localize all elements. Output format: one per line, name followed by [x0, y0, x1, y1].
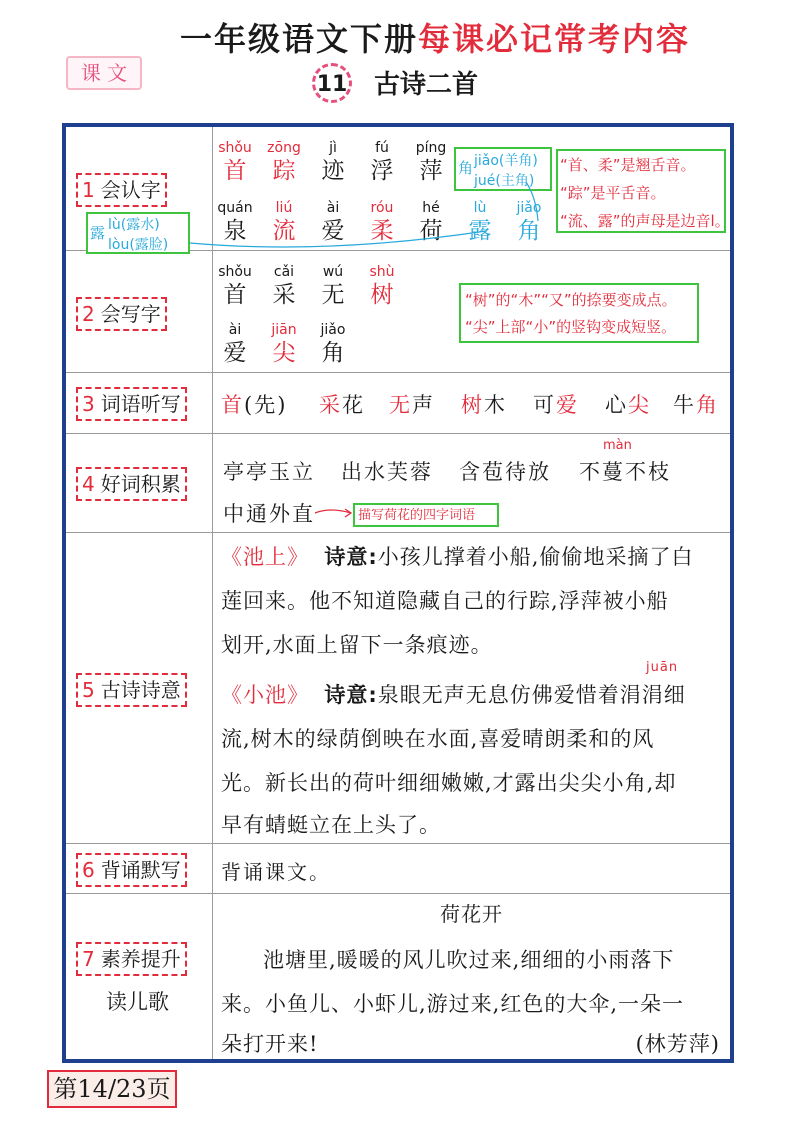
- label-cell: [66, 533, 213, 843]
- note-line: “踪”是平舌音。: [560, 184, 666, 202]
- poem-title: 《小池》: [221, 683, 309, 707]
- title-grade: 一年级语文下册: [180, 20, 419, 58]
- header-title: [180, 14, 690, 60]
- dictation-words: [213, 373, 730, 433]
- label-cell: [66, 434, 213, 532]
- char-cell: [207, 263, 263, 309]
- section-label: 6 背诵默写: [76, 853, 187, 887]
- character: 踪: [272, 158, 296, 184]
- char-cell: [354, 263, 410, 309]
- lesson-title: 古诗二首: [374, 70, 479, 100]
- row-recognize: [66, 127, 730, 251]
- vocabulary-content: [213, 434, 730, 532]
- title-subtitle: 每课必记常考内容: [418, 20, 691, 58]
- poem-line: 《小池》 诗意:泉眼无声无息仿佛爱惜着涓涓细: [221, 683, 686, 707]
- phrase: 中通外直: [223, 502, 315, 526]
- dictation-word: 可爱: [533, 393, 579, 417]
- polyphone-reading: jué(主角): [474, 173, 535, 189]
- phrase: 不蔓不枝: [579, 460, 671, 484]
- poem-meaning-content: [213, 533, 730, 843]
- character: 浮: [370, 158, 394, 184]
- pinyin: ài: [228, 322, 242, 338]
- phrase: 亭亭玉立: [223, 460, 315, 484]
- section-label: 3 词语听写: [76, 387, 187, 421]
- pinyin: cǎi: [273, 264, 295, 280]
- rhyme-title: 荷花开: [440, 902, 503, 926]
- pinyin: shǒu: [218, 140, 252, 156]
- label-cell: [66, 251, 213, 372]
- section-sublabel: 读儿歌: [106, 990, 169, 1014]
- character: 采: [272, 282, 296, 308]
- character: 泉: [223, 218, 247, 244]
- dictation-word: 树木: [461, 393, 507, 417]
- pinyin: quán: [217, 200, 253, 216]
- rhyme-line: 池塘里,暖暖的风儿吹过来,细细的小雨落下: [263, 948, 675, 972]
- note-line: “尖”上部“小”的竖钩变成短竖。: [465, 318, 677, 336]
- character: 角: [321, 340, 345, 366]
- pinyin: jiǎo: [320, 322, 346, 338]
- poem-line: 莲回来。他不知道隐藏自己的行踪,浮萍被小船: [221, 589, 669, 613]
- character: 角: [517, 218, 541, 244]
- rhyme-line: 朵打开来!: [221, 1032, 319, 1056]
- row-literacy: [66, 894, 730, 1059]
- row-recite: [66, 844, 730, 894]
- polyphone-reading: lù(露水): [108, 217, 160, 233]
- recite-text: 背诵课文。: [221, 860, 331, 884]
- section-label: 1 会认字: [76, 173, 167, 207]
- polyphone-head: 角: [458, 159, 474, 177]
- note-line: “流、露”的声母是边音l。: [560, 212, 730, 230]
- char-cell: [207, 321, 263, 367]
- poem-line: 《池上》 诗意:小孩儿撑着小船,偷偷地采摘了白: [221, 545, 694, 569]
- rhyme-author: (林芳萍): [635, 1032, 720, 1056]
- label-cell: [66, 373, 213, 433]
- pinyin: jiǎo: [516, 200, 542, 216]
- row-dictation: [66, 373, 730, 434]
- section-label: 2 会写字: [76, 297, 167, 331]
- row-write: [66, 251, 730, 373]
- dictation-word: 牛角: [673, 393, 719, 417]
- note-line: “树”的“木”“又”的捺要变成点。: [465, 291, 677, 309]
- section-label: 5 古诗诗意: [76, 673, 187, 707]
- char-cell: [305, 321, 361, 367]
- character: 萍: [419, 158, 443, 184]
- character: 首: [223, 282, 247, 308]
- character: 爱: [321, 218, 345, 244]
- rhyme-line: 来。小鱼儿、小虾儿,游过来,红色的大伞,一朵一: [221, 992, 685, 1016]
- character: 迹: [321, 158, 345, 184]
- lesson-number: 11: [312, 63, 352, 103]
- polyphone-reading: lòu(露脸): [108, 237, 169, 253]
- row-poem-meaning: [66, 533, 730, 844]
- pinyin: fú: [375, 140, 389, 156]
- section-label: 7 素养提升: [76, 942, 187, 976]
- character: 树: [370, 282, 394, 308]
- section-label: 4 好词积累: [76, 467, 187, 501]
- pinyin-annotation: màn: [603, 438, 632, 453]
- dictation-word: 首(先): [221, 393, 288, 417]
- recite-content: [213, 844, 730, 893]
- poem-line: 划开,水面上留下一条痕迹。: [221, 633, 493, 657]
- pinyin: róu: [370, 200, 394, 216]
- note-line: 描写荷花的四字词语: [358, 508, 476, 523]
- pinyin: shù: [369, 264, 395, 280]
- dictation-word: 心尖: [605, 393, 651, 417]
- pinyin: ài: [326, 200, 340, 216]
- pinyin: shǒu: [218, 264, 252, 280]
- pinyin: píng: [415, 140, 447, 156]
- character: 柔: [370, 218, 394, 244]
- phrase-note-box: [353, 503, 499, 527]
- label-cell: [66, 894, 213, 1059]
- page-indicator: 第14/23页: [47, 1070, 177, 1108]
- character: 荷: [419, 218, 443, 244]
- poem-line: 流,树木的绿荫倒映在水面,喜爱晴朗柔和的风: [221, 727, 655, 751]
- pinyin: wú: [322, 264, 344, 280]
- pinyin: lù: [473, 200, 487, 216]
- character: 爱: [223, 340, 247, 366]
- character: 首: [223, 158, 247, 184]
- pinyin: liú: [275, 200, 293, 216]
- nursery-rhyme: [213, 894, 730, 1059]
- connector-lines: [66, 127, 730, 251]
- phrase: 出水芙蓉: [341, 460, 433, 484]
- polyphone-head: 露: [90, 224, 106, 242]
- polyphone-reading: jiǎo(羊角): [474, 153, 538, 169]
- pinyin: hé: [422, 200, 440, 216]
- arrow-icon: [315, 506, 353, 520]
- character: 尖: [272, 340, 296, 366]
- pinyin-annotation: juān: [646, 660, 679, 675]
- phrase: 含苞待放: [459, 460, 551, 484]
- label-cell: [66, 844, 213, 893]
- poem-line: 早有蜻蜓立在上头了。: [221, 813, 441, 837]
- writing-notes: [459, 283, 699, 343]
- write-content: [213, 251, 730, 372]
- character: 露: [468, 218, 492, 244]
- pinyin: zōng: [267, 140, 301, 156]
- pinyin: jiān: [271, 322, 297, 338]
- content-table: [62, 123, 734, 1063]
- row-vocabulary: [66, 434, 730, 533]
- character: 流: [272, 218, 296, 244]
- char-cell: [256, 321, 312, 367]
- dictation-word: 采花: [319, 393, 365, 417]
- dictation-word: 无声: [389, 393, 435, 417]
- pinyin: jì: [329, 140, 337, 156]
- char-cell: [256, 263, 312, 309]
- character: 无: [321, 282, 345, 308]
- poem-title: 《池上》: [221, 545, 309, 569]
- poem-line: 光。新长出的荷叶细细嫩嫩,才露出尖尖小角,却: [221, 771, 677, 795]
- note-line: “首、柔”是翘舌音。: [560, 156, 696, 174]
- char-cell: [305, 263, 361, 309]
- section-tag: 课 文: [66, 56, 142, 90]
